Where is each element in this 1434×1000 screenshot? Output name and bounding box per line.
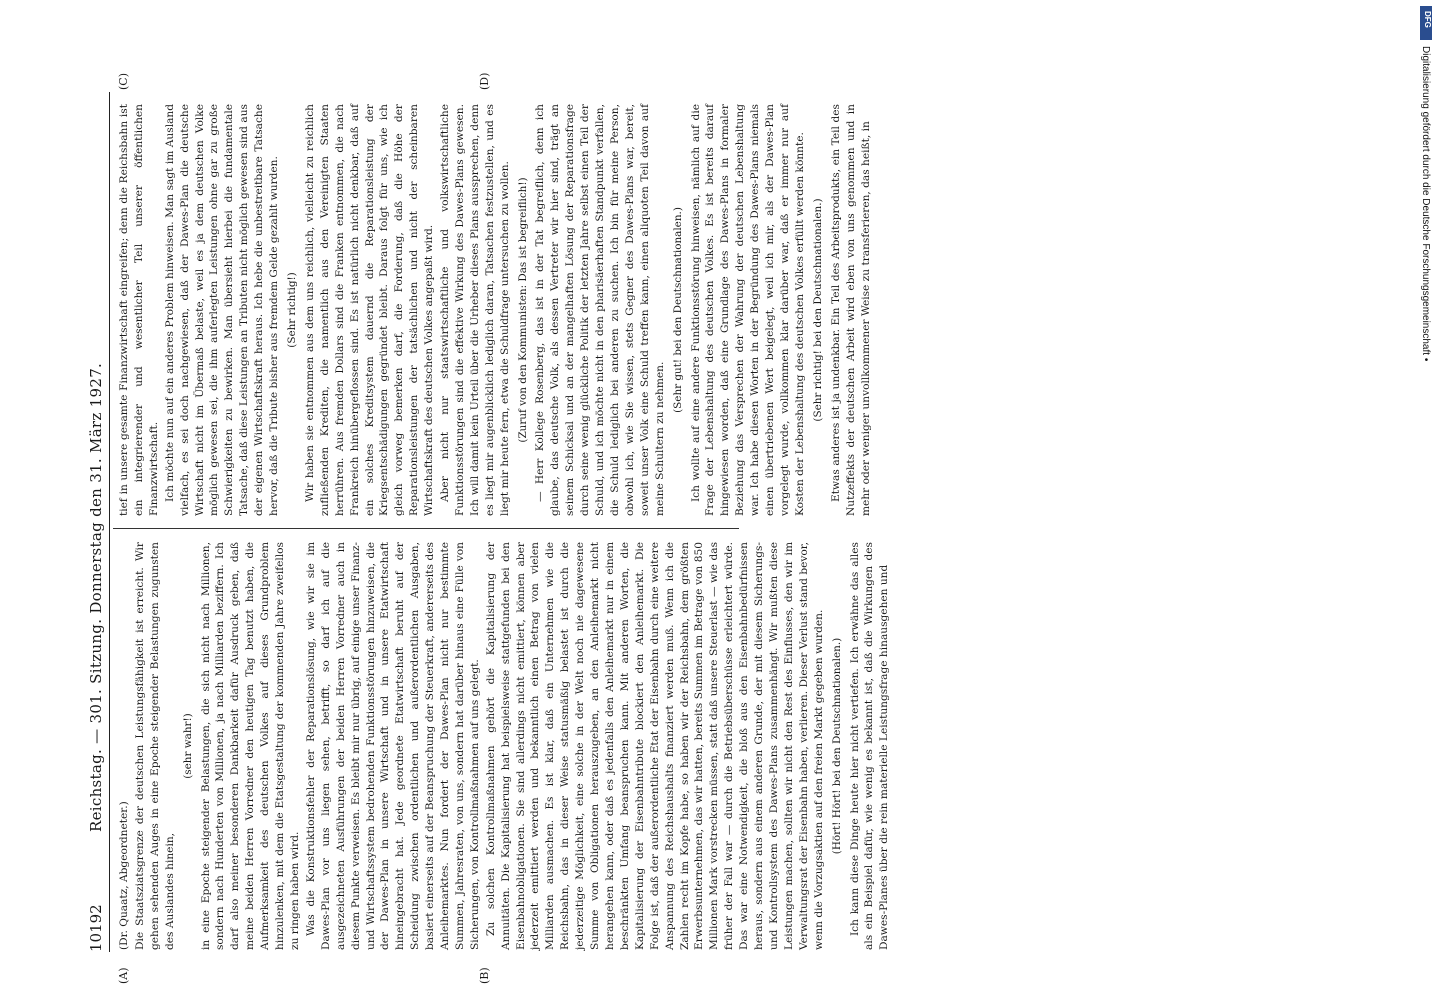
- margin-mark-b: (B): [478, 967, 491, 984]
- paragraph: Ich möchte nun auf ein anderes Problem hinweisen. Man sagt im Ausland vielfach, es sei doch nachgewiesen, daß der Dawes-Plan die deutsche Wirtschaft nicht im Übermaß belaste, weil es ja dem deutschen Volke möglich gewesen sei, die ihm auferlegten Leistungen ohne gar zu große Schwierigkeiten zu bewirken. Man übersieht hierbei die fundamentale Tatsache, daß diese Leistungen an Tributen nicht möglich gewesen sind aus der eigenen Wirtschaftskraft heraus. Ich hebe die unbestreitbare Tatsache hervor, daß die Tribute bisher aus fremdem Gelde gezahlt wurden.: [163, 104, 281, 516]
- paragraph: Wir haben sie entnommen aus dem uns reichlich, vielleicht zu reichlich zufließenden Krediten, die namentlich aus den Vereinigten Staaten herrühren. Aus fremden Dollars sind die Franken entnommen, die nach Frankreich hinübergeflossen sind. Es ist natürlich nicht denkbar, daß auf ein solches Kreditsystem dauernd die Reparationsleistung der Kriegsentschädigungen gegründet bleibt. Daraus folgt für uns, wie ich gleich vorweg bemerken darf, die Forderung, daß die Höhe der Reparationsleistungen der tatsächlichen und nicht der scheinbaren Wirtschaftskraft des deutschen Volkes angepaßt wird.: [303, 104, 436, 516]
- dfg-logo-text: DFG: [1423, 11, 1432, 28]
- paragraph: Was die Konstruktionsfehler der Reparationslösung, wie wir sie im Dawes-Plan vor uns liegen sehen, betrifft, so darf ich auf die ausgezeichneten Ausführungen der beiden Herren Vorredner auch in diesem Punkte verweisen. Es bleibt mir nur übrig, auf einige unser Finanz- und Wirtschaftssystem bedrohenden Funktionsstörungen hinzuweisen, die der Dawes-Plan in unsere Wirtschaft und in unsere Etatwirtschaft hineingebracht hat. Jede geordnete Etatwirtschaft beruht auf der Scheidung zwischen ordentlichen und außerordentlichen Ausgaben, basiert einerseits auf der Beanspruchung der Steuerkraft, andererseits des Anleihemarktes. Nun fordert der Dawes-Plan nicht nur bestimmte Summen, Jahresraten, von uns, sondern hat darüber hinaus eine Fülle von Sicherungen, von Kontrollmaßnahmen auf uns gelegt.: [304, 542, 481, 950]
- paragraph: Zu solchen Kontrollmaßnahmen gehört die Kapitalisierung der Annuitäten. Die Kapitalisierung hat beispielsweise stattgefunden bei den Eisenbahnobligationen. Sie sind allerdings nicht emittiert, können aber jederzeit emittiert werden und bekanntlich einen Betrag von vielen Milliarden ausmachen. Es ist klar, daß ein Unternehmen wie die Reichsbahn, das in dieser Weise statusmäßig belastet ist durch die jederzeitige Möglichkeit, eine solche in der Welt noch nie dagewesene Summe von Obligationen herauszugeben, an den Anleihemarkt nicht herangehen kann, oder daß es jedenfalls den Anleihemarkt nur in einem beschränkten Umfang beanspruchen kann. Mit anderen Worten, die Kapitalisierung der Eisenbahntribute blockiert den Anleihemarkt. Die Folge ist, daß der außerordentliche Etat der Eisenbahn durch eine weitere Anspannung des Reichshaushalts finanziert werden muß. Wenn ich die Zahlen recht im Kopfe habe, so haben wir der Reichsbahn, dem größten Erwerbsunternehmen, das wir hatten, bereits Summen im Betrage von 850 Millionen Mark vorstrecken müssen, statt daß unsere Steuerlast — wie das früher der Fall war — durch die Betriebsüberschüsse erleichtert würde. Das war eine Notwendigkeit, die bloß aus den Eisenbahnbedürfnissen heraus, sondern aus einem anderen Grunde, der mit diesem Sicherungs- und Kontrollsystem des Dawes-Plans zusammenhängt. Wir mußten diese Leistungen machen, sollten wir nicht den Rest des Einflusses, den wir im Verwaltungsrat der Eisenbahn haben, verlieren. Dieser Verlust stand bevor, wenn die Vorzugsaktien auf den freien Markt gegeben wurden.: [484, 542, 825, 950]
- interjection: (sehr wahr!): [181, 713, 194, 779]
- margin-mark-d: (D): [478, 72, 491, 90]
- interjection: (Sehr richtig! bei den Deutschnationalen.): [811, 198, 824, 422]
- paragraph: Ich kann diese Dinge heute hier nicht vertiefen. Ich erwähne das alles als ein Beispiel dafür, wie wenig es bekannt ist, daß die Wirkungen des Dawes-Planes über die rein materielle Leistungsfrage hinausgehen und: [848, 542, 891, 950]
- paragraph: Ich wollte auf eine andere Funktionsstörung hinweisen, nämlich auf die Frage der Lebenshaltung des deutschen Volkes. Es ist bereits darauf hingewiesen worden, daß eine Grundlage des Dawes-Plans in formaler Beziehung das Versprechen der Wahrung der deutschen Lebenshaltung war. Ich habe diesen Worten in der Begründung des Dawes-Plans niemals einen übertriebenen Wert beigelegt, weil ich mir, als der Dawes-Plan vorgelegt wurde, vollkommen klar darüber war, daß er immer nur auf Kosten der Lebenshaltung des deutschen Volkes erfüllt werden könnte.: [689, 104, 806, 516]
- margin-mark-a: (A): [117, 967, 130, 984]
- digitization-sidebar: [1419, 6, 1433, 992]
- interjection: (Sehr richtig!): [285, 272, 298, 348]
- page-title: Reichstag. — 301. Sitzung. Donnerstag den 31. März 1927.: [87, 362, 105, 832]
- paragraph: Die Staatsziatsgrenze der deutschen Leistungsfähigkeit ist erreicht. Wir gehen sehenden Auges in eine Epoche steigender Belastungen zugunsten des Auslandes hinein,: [133, 542, 176, 950]
- speaker-attribution: (Dr. Quaatz, Abgeordneter.): [118, 801, 130, 950]
- scanned-page: [83, 72, 891, 984]
- paragraph: in eine Epoche steigender Belastungen, die sich nicht nach Millionen, sondern nach Hunderten von Millionen, ja nach Milliarden beziffern. Ich darf also meiner besonderen Dankbarkeit dafür Ausdruck geben, daß meine beiden Herren Vorredner den heutigen Tag benutzt haben, die Aufmerksamkeit des deutschen Volkes auf dieses Grundproblem hinzulenken, mit dem die Etatsgestaltung der kommenden Jahre zweifellos zu ringen haben wird.: [199, 542, 301, 950]
- interjection: (Hört! Hört! bei den Deutschnationalen.): [830, 637, 843, 855]
- right-column: [117, 104, 872, 516]
- paragraph: tief in unsere gesamte Finanzwirtschaft eingreifen; denn die Reichsbahn ist ein integrierender und wesentlicher Teil unserer öffentlichen Finanzwirtschaft.: [118, 104, 160, 516]
- left-column: [117, 542, 891, 950]
- paragraph: Etwas anderes ist ja undenkbar. Ein Teil des Arbeitsprodukts, ein Teil des Nutzeffekts der deutschen Arbeit wird eben von uns genommen und in mehr oder weniger unvollkommener Weise zu transferieren, das heißt, in: [829, 104, 872, 516]
- paragraph: — Herr Kollege Rosenberg, das ist in der Tat begreiflich, denn ich glaube, das deutsche Volk, als dessen Vertreter wir hier sind, trägt an seinem Schicksal und an der mangelhaften Lösung der Reparationsfrage durch seine wenig glückliche Politik der letzten Jahre selbst einen Teil der Schuld, und ich möchte nicht in den pharisäerhaften Standpunkt verfallen, die Schuld lediglich bei anderen zu suchen. Ich bin für meine Person, obwohl ich, wie Sie wissen, stets Gegner des Dawes-Plans war, bereit, soweit unser Volk eine Schuld treffen kann, einen aliquoten Teil davon auf meine Schultern zu nehmen.: [534, 104, 666, 516]
- interjection: (Sehr gut! bei den Deutschnationalen.): [671, 207, 684, 413]
- margin-mark-c: (C): [117, 73, 130, 90]
- digitization-credit: Digitalisierung gefördert durch die Deutsche Forschungsgemeinschaft •: [1420, 46, 1431, 362]
- page-header: [83, 92, 110, 952]
- interjection: (Zuruf von den Kommunisten: Das ist begreiflich!): [516, 177, 529, 443]
- paragraph: Aber nicht nur staatswirtschaftliche und volkswirtschaftliche Funktionsstörungen sind die effektive Wirkung des Dawes-Plans gewesen. Ich will damit kein Urteil über die Urheber dieses Plans aussprechen, denn es liegt mir augenblicklich lediglich daran, Tatsachen festzustellen, und es liegt mir heute fern, etwa die Schuldfrage untersuchen zu wollen.: [439, 104, 511, 516]
- dfg-logo: [1420, 6, 1432, 40]
- page-number: 10192: [87, 904, 105, 952]
- column-rule: [113, 528, 739, 529]
